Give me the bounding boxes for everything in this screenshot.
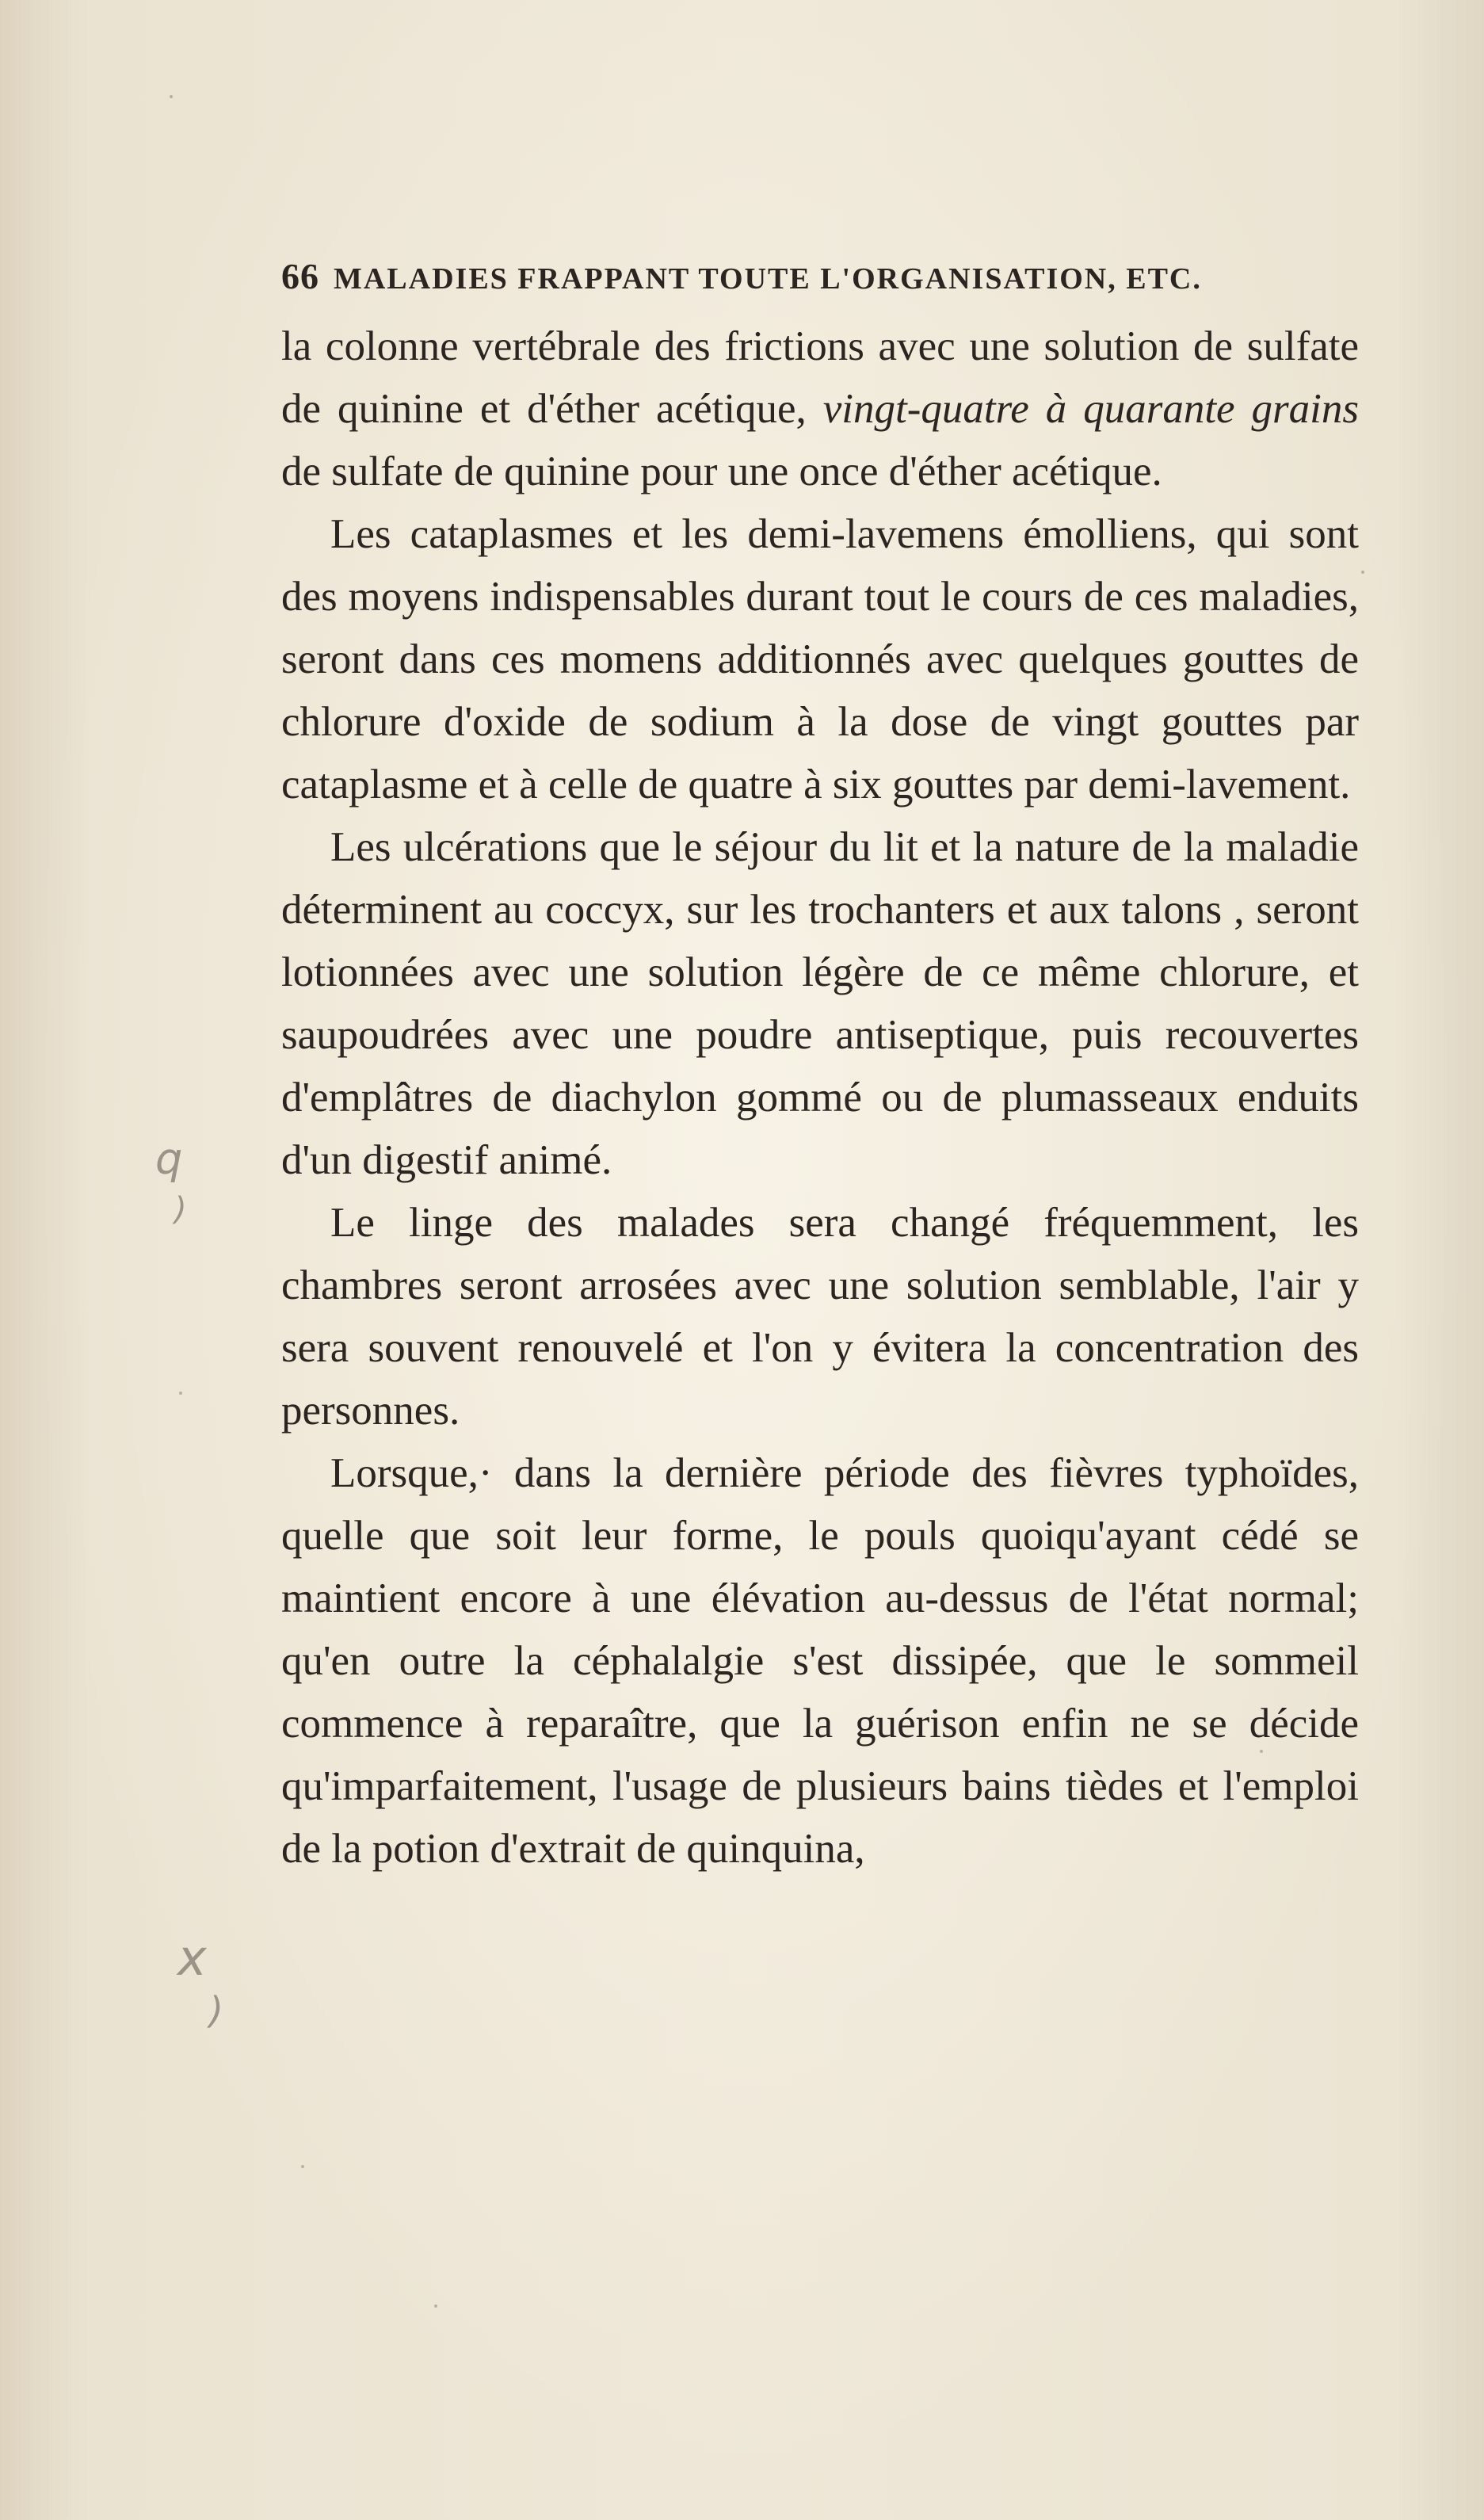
running-head xyxy=(281,255,1359,319)
paper-speck xyxy=(1260,1750,1263,1753)
paragraph-1-italic: vingt-quatre à quarante grains xyxy=(822,386,1359,432)
margin-pencil-mark: x xyxy=(177,1929,207,1987)
paragraph-1-text-a: la colonne vertébrale des frictions avec une solution de sulfate de quinine et d'éther acétique, xyxy=(281,323,1359,432)
paragraph-2: Les cataplasmes et les demi-lavemens émolliens, qui sont des moyens indispensables durant tout le cours de ces maladies, seront dans ces momens additionnés avec quelques gouttes de chlorure d'oxide de sodium à la dose de vingt gouttes par cataplasme et à celle de quatre à six gouttes par demi-lavement. xyxy=(281,511,1359,808)
text-block xyxy=(281,255,1359,1880)
page-number: 66 xyxy=(281,256,319,296)
paragraph-1-text-b: de sulfate de quinine pour une once d'éther acétique. xyxy=(281,449,1162,494)
paper-speck xyxy=(1361,571,1364,574)
margin-pencil-mark: q xyxy=(155,1134,183,1184)
paragraph-3: Les ulcérations que le séjour du lit et la nature de la maladie déterminent au coccyx, sur les trochanters et aux talons , seront lotionnées avec une solution légère de ce même chlorure, et saupoudrées avec une poudre antiseptique, puis recouvertes d'emplâtres de diachylon gommé ou de plumasseaux enduits d'un digestif animé. xyxy=(281,824,1359,1183)
paragraph-5: Lorsque,· dans la dernière période des fièvres typhoïdes, quelle que soit leur forme, le pouls quoiqu'ayant cédé se maintient encore à une élévation au-dessus de l'état normal; qu'en outre la céphalalgie s'est dissipée, que le sommeil commence à reparaître, que la guérison enfin ne se décide qu'imparfaitement, l'usage de plusieurs bains tièdes et l'emploi de la potion d'extrait de quinquina, xyxy=(281,1450,1359,1872)
margin-pencil-mark: ) xyxy=(209,1989,223,2032)
paper-speck xyxy=(179,1392,182,1395)
margin-pencil-mark: ) xyxy=(174,1191,187,1228)
running-head-title: MALADIES FRAPPANT TOUTE L'ORGANISATION, ETC. xyxy=(334,262,1202,296)
body-text xyxy=(281,315,1359,1880)
paper-speck xyxy=(301,2165,304,2168)
paper-speck xyxy=(170,95,173,98)
paragraph-1 xyxy=(281,315,1359,503)
paper-speck xyxy=(434,2304,437,2308)
paragraph-4: Le linge des malades sera changé fréquemment, les chambres seront arrosées avec une solution semblable, l'air y sera souvent renouvelé et l'on y évitera la concentration des personnes. xyxy=(281,1200,1359,1434)
